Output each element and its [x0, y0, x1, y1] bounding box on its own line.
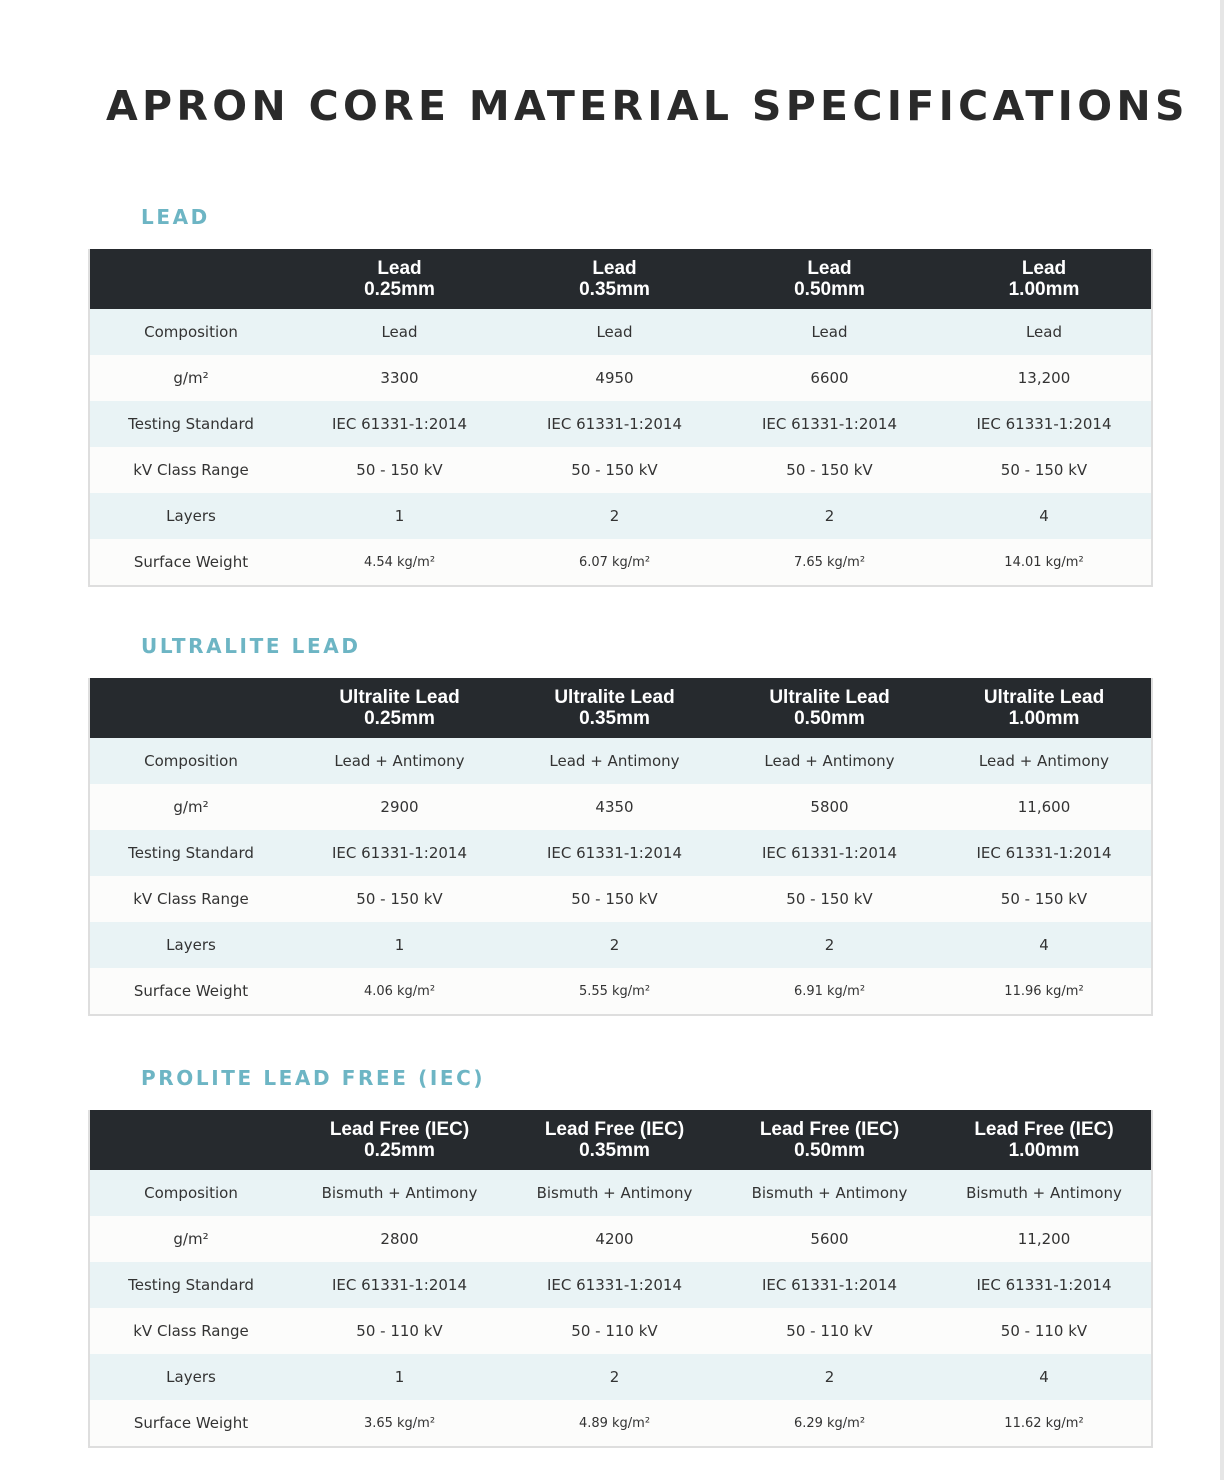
column-header [722, 1110, 937, 1170]
spec-table-ultralite-lead [88, 678, 1153, 1016]
table-cell: 1 [292, 493, 507, 539]
page-edge-divider [1220, 0, 1224, 1480]
table-row [89, 493, 1152, 539]
table-cell: Lead + Antimony [507, 738, 722, 784]
table-header-row [89, 1110, 1152, 1170]
table-cell: 2900 [292, 784, 507, 830]
table-cell: 5800 [722, 784, 937, 830]
table-cell: 13,200 [937, 355, 1152, 401]
column-header [937, 1110, 1152, 1170]
column-header-thickness: 1.00mm [1008, 279, 1080, 300]
table-cell: IEC 61331-1:2014 [292, 830, 507, 876]
table-cell: 11,600 [937, 784, 1152, 830]
row-label: g/m² [89, 784, 292, 830]
table-cell: 4 [937, 922, 1152, 968]
table-cell: 4350 [507, 784, 722, 830]
table-cell: 2 [722, 922, 937, 968]
table-cell: Bismuth + Antimony [937, 1170, 1152, 1216]
header-blank-cell [89, 1110, 292, 1170]
row-label: Composition [89, 738, 292, 784]
table-row [89, 1216, 1152, 1262]
row-label: Surface Weight [89, 968, 292, 1015]
row-label: Layers [89, 922, 292, 968]
table-header-row [89, 678, 1152, 738]
row-label: kV Class Range [89, 447, 292, 493]
table-cell: IEC 61331-1:2014 [937, 830, 1152, 876]
table-cell: IEC 61331-1:2014 [722, 830, 937, 876]
table-row [89, 447, 1152, 493]
table-cell: Lead [722, 309, 937, 355]
table-row [89, 1354, 1152, 1400]
table-cell: Bismuth + Antimony [507, 1170, 722, 1216]
table-cell: 4950 [507, 355, 722, 401]
row-label: Testing Standard [89, 401, 292, 447]
table-cell: 4 [937, 1354, 1152, 1400]
table-cell: 3300 [292, 355, 507, 401]
table-cell: Lead + Antimony [937, 738, 1152, 784]
column-header-material: Lead Free (IEC) [329, 1119, 470, 1140]
table-cell: Lead [937, 309, 1152, 355]
table-cell: 50 - 150 kV [722, 876, 937, 922]
table-cell: 11,200 [937, 1216, 1152, 1262]
column-header-material: Lead Free (IEC) [759, 1119, 900, 1140]
column-header-thickness: 0.25mm [364, 279, 435, 300]
table-cell: IEC 61331-1:2014 [937, 401, 1152, 447]
table-cell: 14.01 kg/m² [937, 539, 1152, 586]
column-header [507, 1110, 722, 1170]
table-cell: 11.62 kg/m² [937, 1400, 1152, 1447]
row-label: Testing Standard [89, 1262, 292, 1308]
table-row [89, 309, 1152, 355]
column-header-material: Lead [377, 258, 422, 279]
table-cell: 2 [722, 493, 937, 539]
column-header [292, 678, 507, 738]
table-cell: IEC 61331-1:2014 [292, 401, 507, 447]
column-header [722, 678, 937, 738]
table-cell: 50 - 150 kV [937, 876, 1152, 922]
table-cell: 2 [722, 1354, 937, 1400]
table-cell: 4.89 kg/m² [507, 1400, 722, 1447]
row-label: Surface Weight [89, 539, 292, 586]
table-cell: 6600 [722, 355, 937, 401]
column-header-material: Ultralite Lead [983, 687, 1105, 708]
header-blank-cell [89, 678, 292, 738]
column-header-material: Ultralite Lead [554, 687, 675, 708]
table-cell: 2 [507, 922, 722, 968]
column-header-material: Lead [807, 258, 852, 279]
table-cell: 4.06 kg/m² [292, 968, 507, 1015]
column-header [722, 249, 937, 309]
table-cell: 50 - 150 kV [507, 876, 722, 922]
table-cell: Lead [507, 309, 722, 355]
column-header [937, 249, 1152, 309]
table-row [89, 1170, 1152, 1216]
header-blank-cell [89, 249, 292, 309]
column-header-thickness: 0.25mm [364, 708, 435, 729]
column-header-thickness: 0.35mm [579, 279, 650, 300]
table-cell: 50 - 150 kV [292, 876, 507, 922]
column-header [292, 249, 507, 309]
table-row [89, 968, 1152, 1015]
table-cell: 1 [292, 922, 507, 968]
table-cell: IEC 61331-1:2014 [937, 1262, 1152, 1308]
table-cell: 50 - 150 kV [292, 447, 507, 493]
table-row [89, 401, 1152, 447]
row-label: g/m² [89, 1216, 292, 1262]
table-row [89, 738, 1152, 784]
table-cell: 5.55 kg/m² [507, 968, 722, 1015]
table-cell: Bismuth + Antimony [292, 1170, 507, 1216]
table-cell: 11.96 kg/m² [937, 968, 1152, 1015]
table-cell: 50 - 110 kV [937, 1308, 1152, 1354]
column-header-material: Lead [592, 258, 637, 279]
table-cell: IEC 61331-1:2014 [507, 401, 722, 447]
table-cell: Bismuth + Antimony [722, 1170, 937, 1216]
row-label: Surface Weight [89, 1400, 292, 1447]
row-label: Composition [89, 1170, 292, 1216]
row-label: kV Class Range [89, 876, 292, 922]
table-cell: 50 - 150 kV [722, 447, 937, 493]
table-cell: Lead + Antimony [292, 738, 507, 784]
table-cell: 4.54 kg/m² [292, 539, 507, 586]
section-title-lead: LEAD [141, 205, 210, 229]
table-cell: 5600 [722, 1216, 937, 1262]
row-label: Composition [89, 309, 292, 355]
table-row [89, 1262, 1152, 1308]
table-cell: 4 [937, 493, 1152, 539]
table-row [89, 922, 1152, 968]
column-header [507, 249, 722, 309]
table-cell: 50 - 110 kV [292, 1308, 507, 1354]
column-header-material: Ultralite Lead [339, 687, 460, 708]
table-row [89, 784, 1152, 830]
column-header-material: Lead [1021, 258, 1067, 279]
table-cell: Lead [292, 309, 507, 355]
table-cell: 50 - 110 kV [507, 1308, 722, 1354]
table-cell: 4200 [507, 1216, 722, 1262]
table-cell: IEC 61331-1:2014 [507, 830, 722, 876]
table-cell: 6.07 kg/m² [507, 539, 722, 586]
table-cell: 6.29 kg/m² [722, 1400, 937, 1447]
column-header [937, 678, 1152, 738]
table-cell: 7.65 kg/m² [722, 539, 937, 586]
column-header-thickness: 0.50mm [794, 279, 865, 300]
table-row [89, 539, 1152, 586]
table-row [89, 876, 1152, 922]
spec-table-prolite-lead-free [88, 1110, 1153, 1448]
table-cell: 2800 [292, 1216, 507, 1262]
row-label: Layers [89, 1354, 292, 1400]
table-cell: 50 - 150 kV [507, 447, 722, 493]
column-header [292, 1110, 507, 1170]
table-row [89, 1308, 1152, 1354]
table-cell: 1 [292, 1354, 507, 1400]
row-label: Layers [89, 493, 292, 539]
spec-table-lead [88, 249, 1153, 587]
table-cell: IEC 61331-1:2014 [292, 1262, 507, 1308]
column-header-thickness: 0.25mm [364, 1140, 435, 1161]
page-title: APRON CORE MATERIAL SPECIFICATIONS [106, 82, 1189, 130]
row-label: g/m² [89, 355, 292, 401]
table-cell: 50 - 110 kV [722, 1308, 937, 1354]
table-header-row [89, 249, 1152, 309]
table-cell: IEC 61331-1:2014 [722, 1262, 937, 1308]
column-header-thickness: 1.00mm [1008, 708, 1080, 729]
table-cell: Lead + Antimony [722, 738, 937, 784]
section-title-ultralite-lead: ULTRALITE LEAD [141, 634, 361, 658]
table-cell: 6.91 kg/m² [722, 968, 937, 1015]
section-title-prolite-lead-free: PROLITE LEAD FREE (IEC) [141, 1066, 486, 1090]
column-header-material: Lead Free (IEC) [974, 1119, 1114, 1140]
column-header-thickness: 0.35mm [579, 708, 650, 729]
column-header-material: Ultralite Lead [769, 687, 890, 708]
table-cell: 2 [507, 1354, 722, 1400]
table-cell: 2 [507, 493, 722, 539]
column-header-thickness: 1.00mm [1008, 1140, 1080, 1161]
column-header [507, 678, 722, 738]
table-cell: IEC 61331-1:2014 [507, 1262, 722, 1308]
column-header-thickness: 0.50mm [794, 708, 865, 729]
column-header-material: Lead Free (IEC) [544, 1119, 685, 1140]
table-cell: 3.65 kg/m² [292, 1400, 507, 1447]
table-row [89, 830, 1152, 876]
row-label: kV Class Range [89, 1308, 292, 1354]
column-header-thickness: 0.35mm [579, 1140, 650, 1161]
table-cell: 50 - 150 kV [937, 447, 1152, 493]
table-row [89, 355, 1152, 401]
table-cell: IEC 61331-1:2014 [722, 401, 937, 447]
table-row [89, 1400, 1152, 1447]
column-header-thickness: 0.50mm [794, 1140, 865, 1161]
row-label: Testing Standard [89, 830, 292, 876]
